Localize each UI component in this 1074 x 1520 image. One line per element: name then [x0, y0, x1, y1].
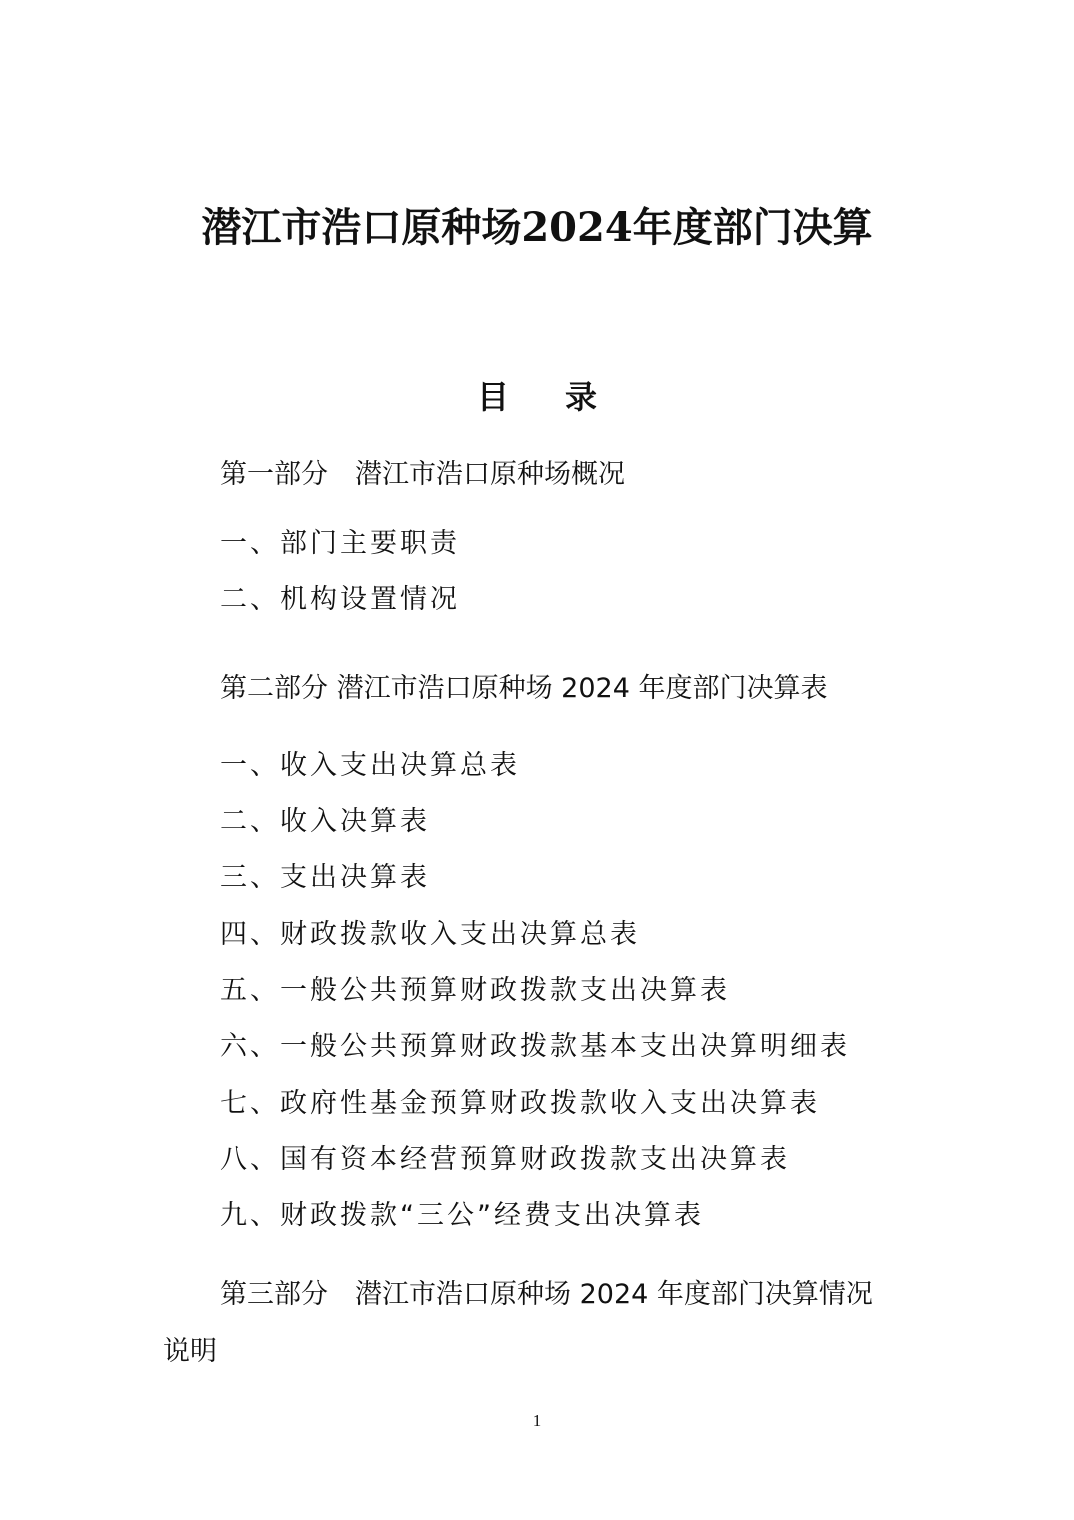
toc-part2-item-7: 七、政府性基金预算财政拨款收入支出决算表 — [220, 1088, 820, 1119]
toc-part1-item-1: 一、部门主要职责 — [220, 528, 460, 559]
toc-part2-item-5: 五、一般公共预算财政拨款支出决算表 — [220, 975, 730, 1006]
toc-heading: 目录 — [476, 378, 653, 416]
document-title: 潜江市浩口原种场2024年度部门决算 — [201, 204, 873, 251]
page-number: 1 — [532, 1411, 542, 1430]
toc-part2-item-8: 八、国有资本经营预算财政拨款支出决算表 — [220, 1144, 790, 1175]
toc-part2-item-6: 六、一般公共预算财政拨款基本支出决算明细表 — [220, 1031, 850, 1062]
toc-part2-item-9: 九、财政拨款“三公”经费支出决算表 — [220, 1200, 704, 1231]
toc-part1-label: 第一部分 潜江市浩口原种场概况 — [220, 459, 625, 490]
toc-part2-item-2: 二、收入决算表 — [220, 806, 430, 837]
toc-part3-label-line1: 第三部分 潜江市浩口原种场 2024 年度部门决算情况 — [220, 1279, 873, 1310]
toc-part2-item-4: 四、财政拨款收入支出决算总表 — [220, 919, 640, 950]
toc-part2-item-3: 三、支出决算表 — [220, 862, 430, 893]
toc-part2-label: 第二部分 潜江市浩口原种场 2024 年度部门决算表 — [220, 673, 828, 704]
toc-part1-item-2: 二、机构设置情况 — [220, 584, 460, 615]
toc-part3-label-line2: 说明 — [163, 1336, 217, 1367]
toc-part2-item-1: 一、收入支出决算总表 — [220, 750, 520, 781]
